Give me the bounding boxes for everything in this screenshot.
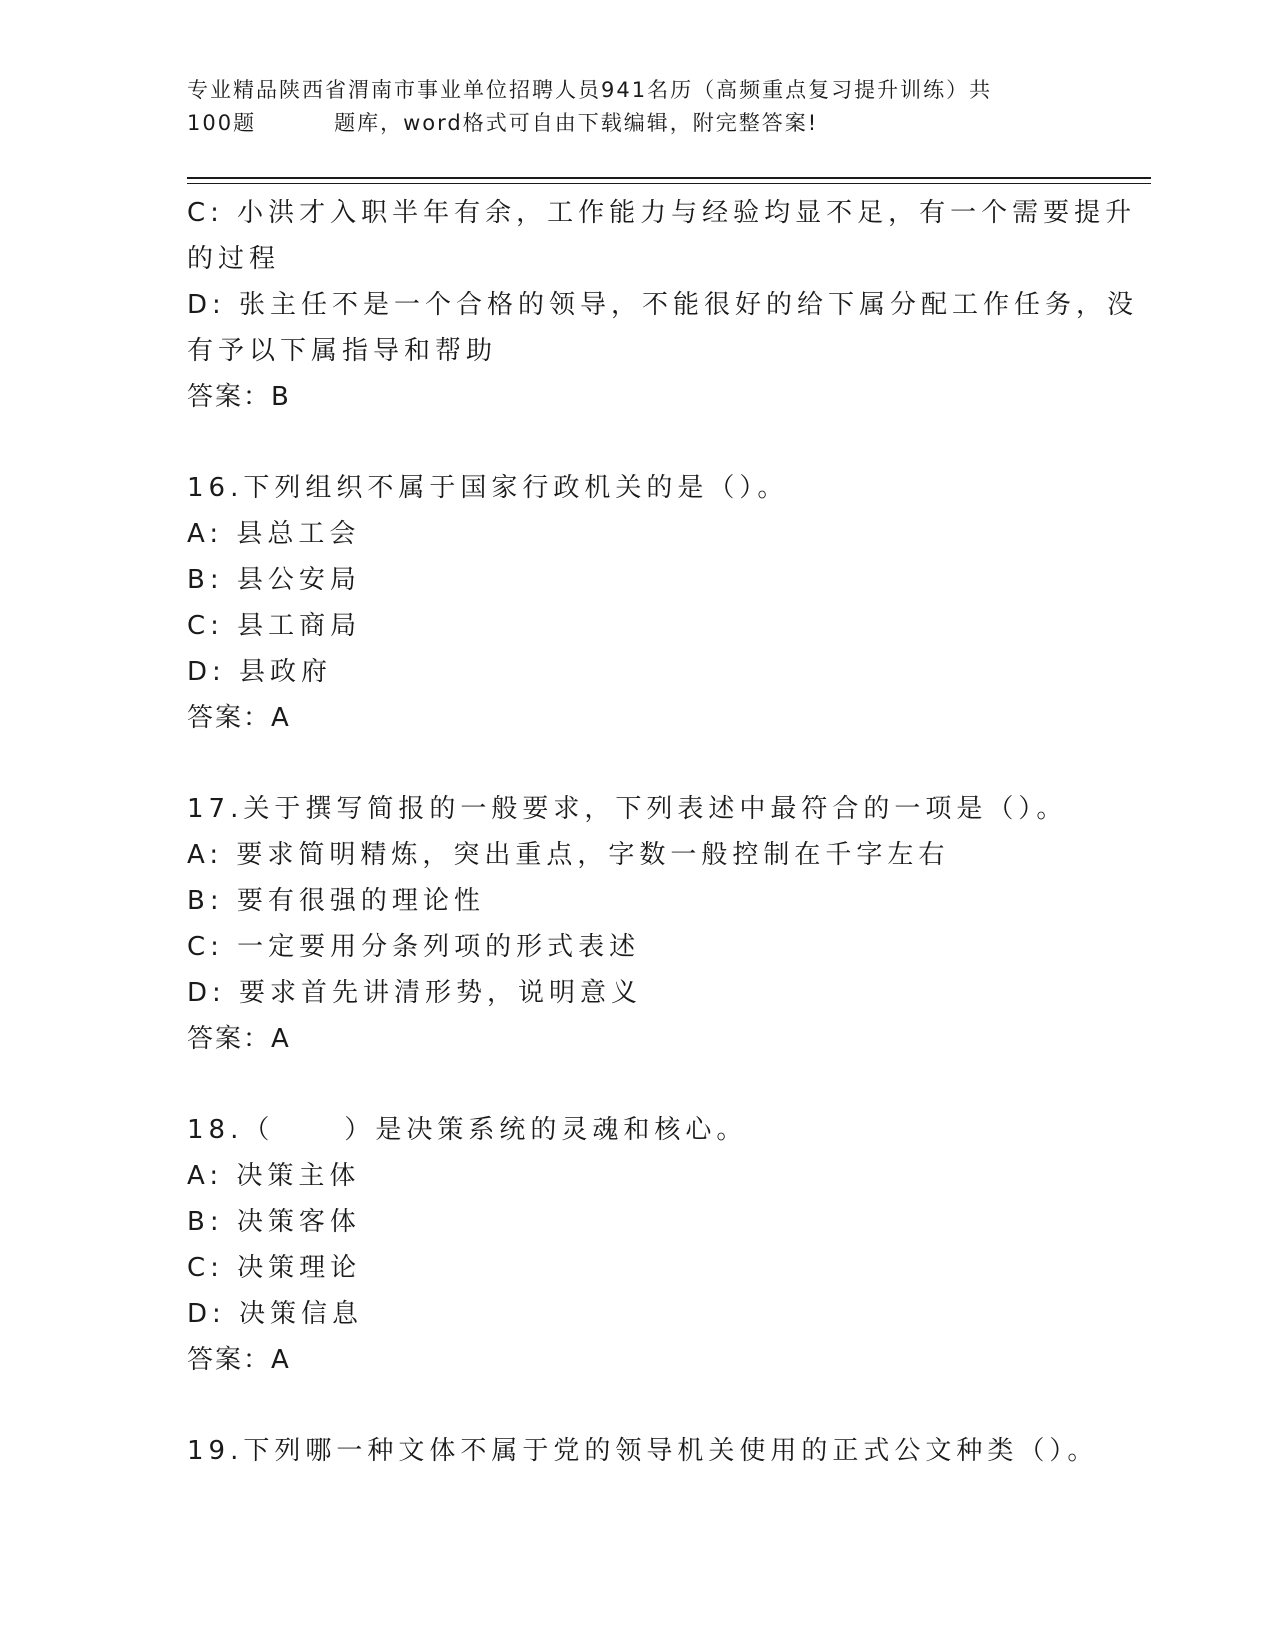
question-stem-end: ）是决策系统的灵魂和核心。 <box>344 1115 748 1145</box>
option-b: B: 县公安局 <box>187 565 361 595</box>
option-d: D: 县政府 <box>187 657 333 687</box>
question-stem: 17.关于撰写简报的一般要求，下列表述中最符合的一项是（）。 <box>187 794 1068 824</box>
document-header <box>187 74 1087 140</box>
answer-label: 答案：B <box>187 382 291 412</box>
option-c: C: 县工商局 <box>187 611 362 641</box>
option-a: A: 决策主体 <box>187 1161 361 1191</box>
question-stem: 16.下列组织不属于国家行政机关的是（）。 <box>187 473 789 503</box>
option-c: C: 决策理论 <box>187 1253 362 1283</box>
option-d-line-2: 有予以下属指导和帮助 <box>187 336 498 366</box>
header-description: 题库，word格式可自由下载编辑，附完整答案! <box>334 111 819 135</box>
answer-label: 答案：A <box>187 703 291 733</box>
question-block-17 <box>187 786 1087 1062</box>
option-b: B: 要有很强的理论性 <box>187 886 485 916</box>
option-b: B: 决策客体 <box>187 1207 361 1237</box>
question-block-19 <box>187 1428 1099 1474</box>
option-a: A: 县总工会 <box>187 519 361 549</box>
header-question-count: 100题 <box>187 111 257 135</box>
option-c-line-1: C: 小洪才入职半年有余，工作能力与经验均显不足，有一个需要提升 <box>187 198 1137 228</box>
option-a: A: 要求简明精炼，突出重点，字数一般控制在千字左右 <box>187 840 950 870</box>
header-divider-thin <box>187 183 1151 184</box>
question-block-15 <box>187 190 1139 420</box>
option-d-line-1: D: 张主任不是一个合格的领导，不能很好的给下属分配工作任务，没 <box>187 290 1139 320</box>
option-d: D: 要求首先讲清形势，说明意义 <box>187 978 643 1008</box>
answer-label: 答案：A <box>187 1345 291 1375</box>
question-block-16 <box>187 465 1087 741</box>
question-stem: 19.下列哪一种文体不属于党的领导机关使用的正式公文种类（）。 <box>187 1436 1099 1466</box>
question-block-18 <box>187 1107 1087 1383</box>
option-c: C: 一定要用分条列项的形式表述 <box>187 932 641 962</box>
option-d: D: 决策信息 <box>187 1299 364 1329</box>
header-title-line-1: 专业精品陕西省渭南市事业单位招聘人员941名历（高频重点复习提升训练）共 <box>187 78 993 102</box>
option-c-line-2: 的过程 <box>187 244 281 274</box>
header-divider-thick <box>187 177 1151 179</box>
answer-label: 答案：A <box>187 1024 291 1054</box>
question-stem <box>187 1107 1087 1153</box>
question-content <box>187 190 1139 1474</box>
question-stem-start: 18.（ <box>187 1115 275 1145</box>
header-title-line-2 <box>187 107 1087 140</box>
